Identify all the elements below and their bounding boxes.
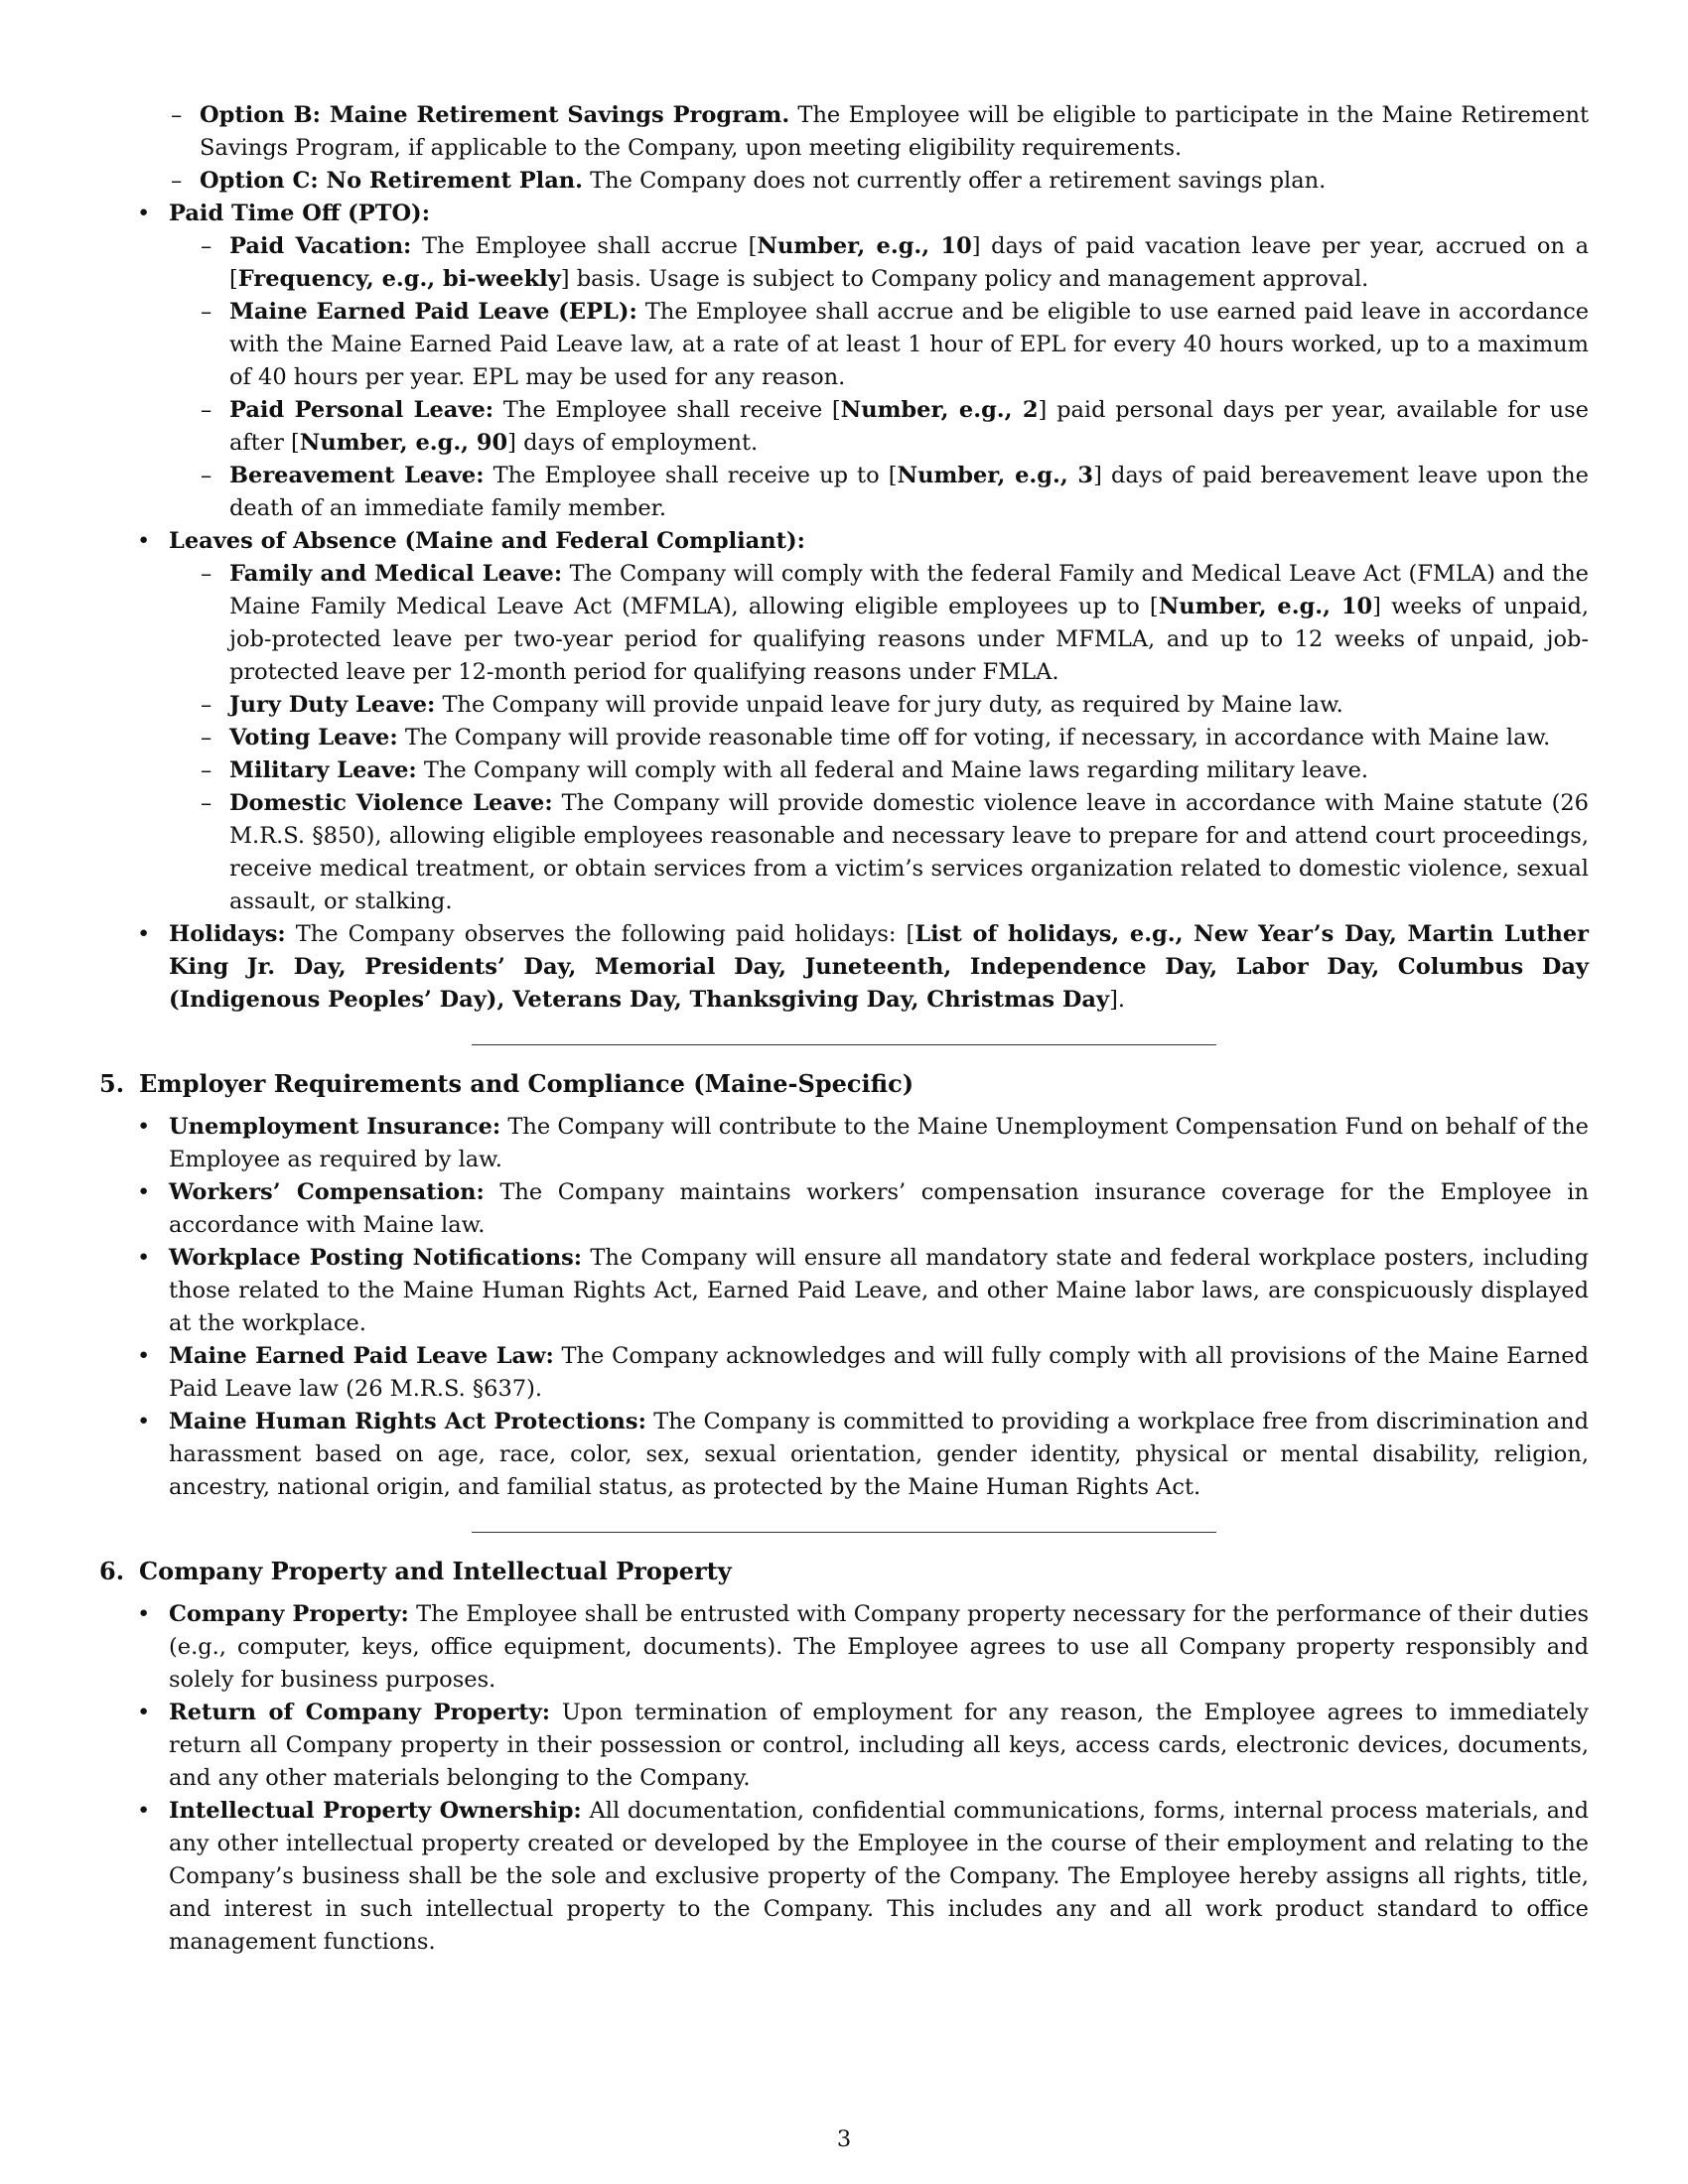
list-item [169,722,1589,754]
pto-heading: Paid Time Off (PTO): [169,201,431,226]
section-heading [99,1555,1589,1588]
item-label: Workplace Posting Notifications: [169,1245,583,1271]
item-text: The Company acknowledges and will fully comply with all provisions of the Maine Earned Paid Leave law (26 M.R.S. §637). [169,1343,1589,1402]
retirement-options-list [139,99,1589,198]
section-divider [472,1532,1216,1533]
list-item [169,787,1589,918]
placeholder: Frequency, e.g., bi-weekly [237,266,561,292]
item-text: The Employee will be eligible to participate in the Maine Retirement Savings Program, if applicable to the Company, upon meeting eligibility requirements. [200,102,1589,161]
item-label: Maine Human Rights Act Protections: [169,1409,646,1434]
list-item [169,558,1589,689]
item-text: The Company will comply with the federal Family and Medical Leave Act (FMLA) and the Maine Family Medical Leave Act (MFMLA), allowing eligible employees up to [ [229,561,1589,619]
item-label: Holidays: [169,921,286,947]
document-page [99,99,1589,1959]
item-text: The Company will comply with all federal and Maine laws regarding military leave. [416,757,1369,783]
item-label: Bereavement Leave: [229,463,485,488]
item-text: The Employee shall be entrusted with Company property necessary for the performance of their duties (e.g., computer, keys, office equipment, documents). The Employee agrees to use all Company property responsibly and solely for business purposes. [169,1601,1589,1693]
item-label: Company Property: [169,1601,409,1627]
item-label: Paid Personal Leave: [229,397,494,423]
placeholder: Number, e.g., 10 [1158,594,1373,619]
item-text: ] paid personal days per year, available for use after [ [229,397,1589,456]
item-text: The Company observes the following paid holidays: [ [285,921,915,947]
item-text: The Company does not currently offer a retirement savings plan. [583,168,1327,194]
list-item [99,1697,1589,1795]
placeholder: Number, e.g., 3 [897,463,1094,488]
item-text: The Company maintains workers’ compensation insurance coverage for the Employee in accordance with Maine law. [169,1179,1589,1238]
item-text: The Company will ensure all mandatory state and federal workplace posters, including those related to the Maine Human Rights Act, Earned Paid Leave, and other Maine labor laws, are conspicuously displayed at the workplace. [169,1245,1589,1336]
item-label: Option B: Maine Retirement Savings Program. [200,102,790,128]
list-item [139,165,1589,198]
list-item [99,1111,1589,1176]
list-item [139,99,1589,165]
item-label: Option C: No Retirement Plan. [200,168,583,194]
item-label: Military Leave: [229,757,417,783]
section-heading [99,1067,1589,1101]
item-label: Paid Vacation: [229,233,412,259]
item-text: All documentation, confidential communications, forms, internal process materials, and any other intellectual property created or developed by the Employee in the course of their employment and relating to the Company’s business shall be the sole and exclusive property of the Company. The Employee hereby assigns all rights, title, and interest in such intellectual property to the Company. This includes any and all work product standard to office management functions. [169,1798,1589,1955]
section6-list [99,1598,1589,1959]
leaves-sublist [169,558,1589,918]
item-text: ] days of employment. [507,430,759,456]
list-item [99,1242,1589,1340]
item-text: ] days of paid vacation leave per year, accrued on a [ [229,233,1589,292]
item-label: Unemployment Insurance: [169,1114,501,1140]
item-text: ] weeks of unpaid, job-protected leave per two-year period for qualifying reasons under MFMLA, and up to 12 weeks of unpaid, job-protected leave per 12-month period for qualifying reasons under FMLA. [229,594,1590,685]
list-item [169,754,1589,787]
page-number: 3 [836,2126,852,2152]
item-label: Intellectual Property Ownership: [169,1798,582,1824]
item-label: Jury Duty Leave: [229,692,436,718]
section-divider [472,1044,1216,1045]
item-text: ] days of paid bereavement leave upon the death of an immediate family member. [229,463,1589,521]
placeholder: Number, e.g., 90 [299,430,508,456]
placeholder: Number, e.g., 10 [757,233,972,259]
item-label: Domestic Violence Leave: [229,790,553,816]
placeholder: List of holidays, e.g., New Year’s Day, Martin Luther King Jr. Day, Presidents’ Day, Memorial Day, Juneteenth, Independence Day, Labor Day, Columbus Day (Indigenous Peoples’ Day), Veterans Day, Thanksgiving Day, Christmas Day [169,921,1590,1013]
list-item [99,1795,1589,1959]
item-label: Voting Leave: [229,725,398,751]
section-number: 6. [99,1557,125,1585]
section-title: Employer Requirements and Compliance (Maine-Specific) [139,1069,914,1098]
list-item [99,1598,1589,1697]
item-text: The Company will provide unpaid leave for jury duty, as required by Maine law. [435,692,1343,718]
list-item [99,1176,1589,1242]
pto-sublist [169,230,1589,525]
item-text: The Company will provide domestic violence leave in accordance with Maine statute (26 M.R.S. §850), allowing eligible employees reasonable and necessary leave to prepare for and attend court proceedings, receive medical treatment, or obtain services from a victim’s services organization related to domestic violence, sexual assault, or stalking. [229,790,1589,914]
section-title: Company Property and Intellectual Property [139,1557,732,1585]
list-item [99,1406,1589,1504]
list-item [169,296,1589,394]
section5-list [99,1111,1589,1504]
item-label: Workers’ Compensation: [169,1179,485,1205]
item-label: Maine Earned Paid Leave (EPL): [229,299,637,325]
item-text: ]. [1109,987,1126,1013]
placeholder: Number, e.g., 2 [840,397,1039,423]
holidays-item [99,918,1589,1017]
leaves-heading: Leaves of Absence (Maine and Federal Compliant): [169,528,805,554]
item-text: Upon termination of employment for any reason, the Employee agrees to immediately return all Company property in their possession or control, including all keys, access cards, electronic devices, documents, and any other materials belonging to the Company. [169,1700,1589,1791]
benefits-list [99,198,1589,1017]
item-text: The Company is committed to providing a workplace free from discrimination and harassment based on age, race, color, sex, sexual orientation, gender identity, physical or mental disability, religion, ancestry, national origin, and familial status, as protected by the Maine Human Rights Act. [169,1409,1589,1500]
item-text: The Employee shall receive up to [ [484,463,898,488]
pto-item [99,198,1589,525]
item-text: The Company will contribute to the Maine Unemployment Compensation Fund on behalf of the Employee as required by law. [169,1114,1589,1172]
list-item [99,1340,1589,1406]
item-text: The Employee shall accrue and be eligible to use earned paid leave in accordance with the Maine Earned Paid Leave law, at a rate of at least 1 hour of EPL for every 40 hours worked, up to a maximum of 40 hours per year. EPL may be used for any reason. [229,299,1590,390]
leaves-item [99,525,1589,918]
item-label: Family and Medical Leave: [229,561,563,587]
item-label: Return of Company Property: [169,1700,551,1725]
item-label: Maine Earned Paid Leave Law: [169,1343,554,1369]
list-item [169,230,1589,296]
section-number: 5. [99,1069,125,1098]
item-text: The Company will provide reasonable time off for voting, if necessary, in accordance with Maine law. [397,725,1551,751]
list-item [169,689,1589,722]
item-text: The Employee shall accrue [ [411,233,758,259]
item-text: The Employee shall receive [ [493,397,841,423]
list-item [169,394,1589,460]
item-text: ] basis. Usage is subject to Company policy and management approval. [560,266,1369,292]
list-item [169,460,1589,525]
